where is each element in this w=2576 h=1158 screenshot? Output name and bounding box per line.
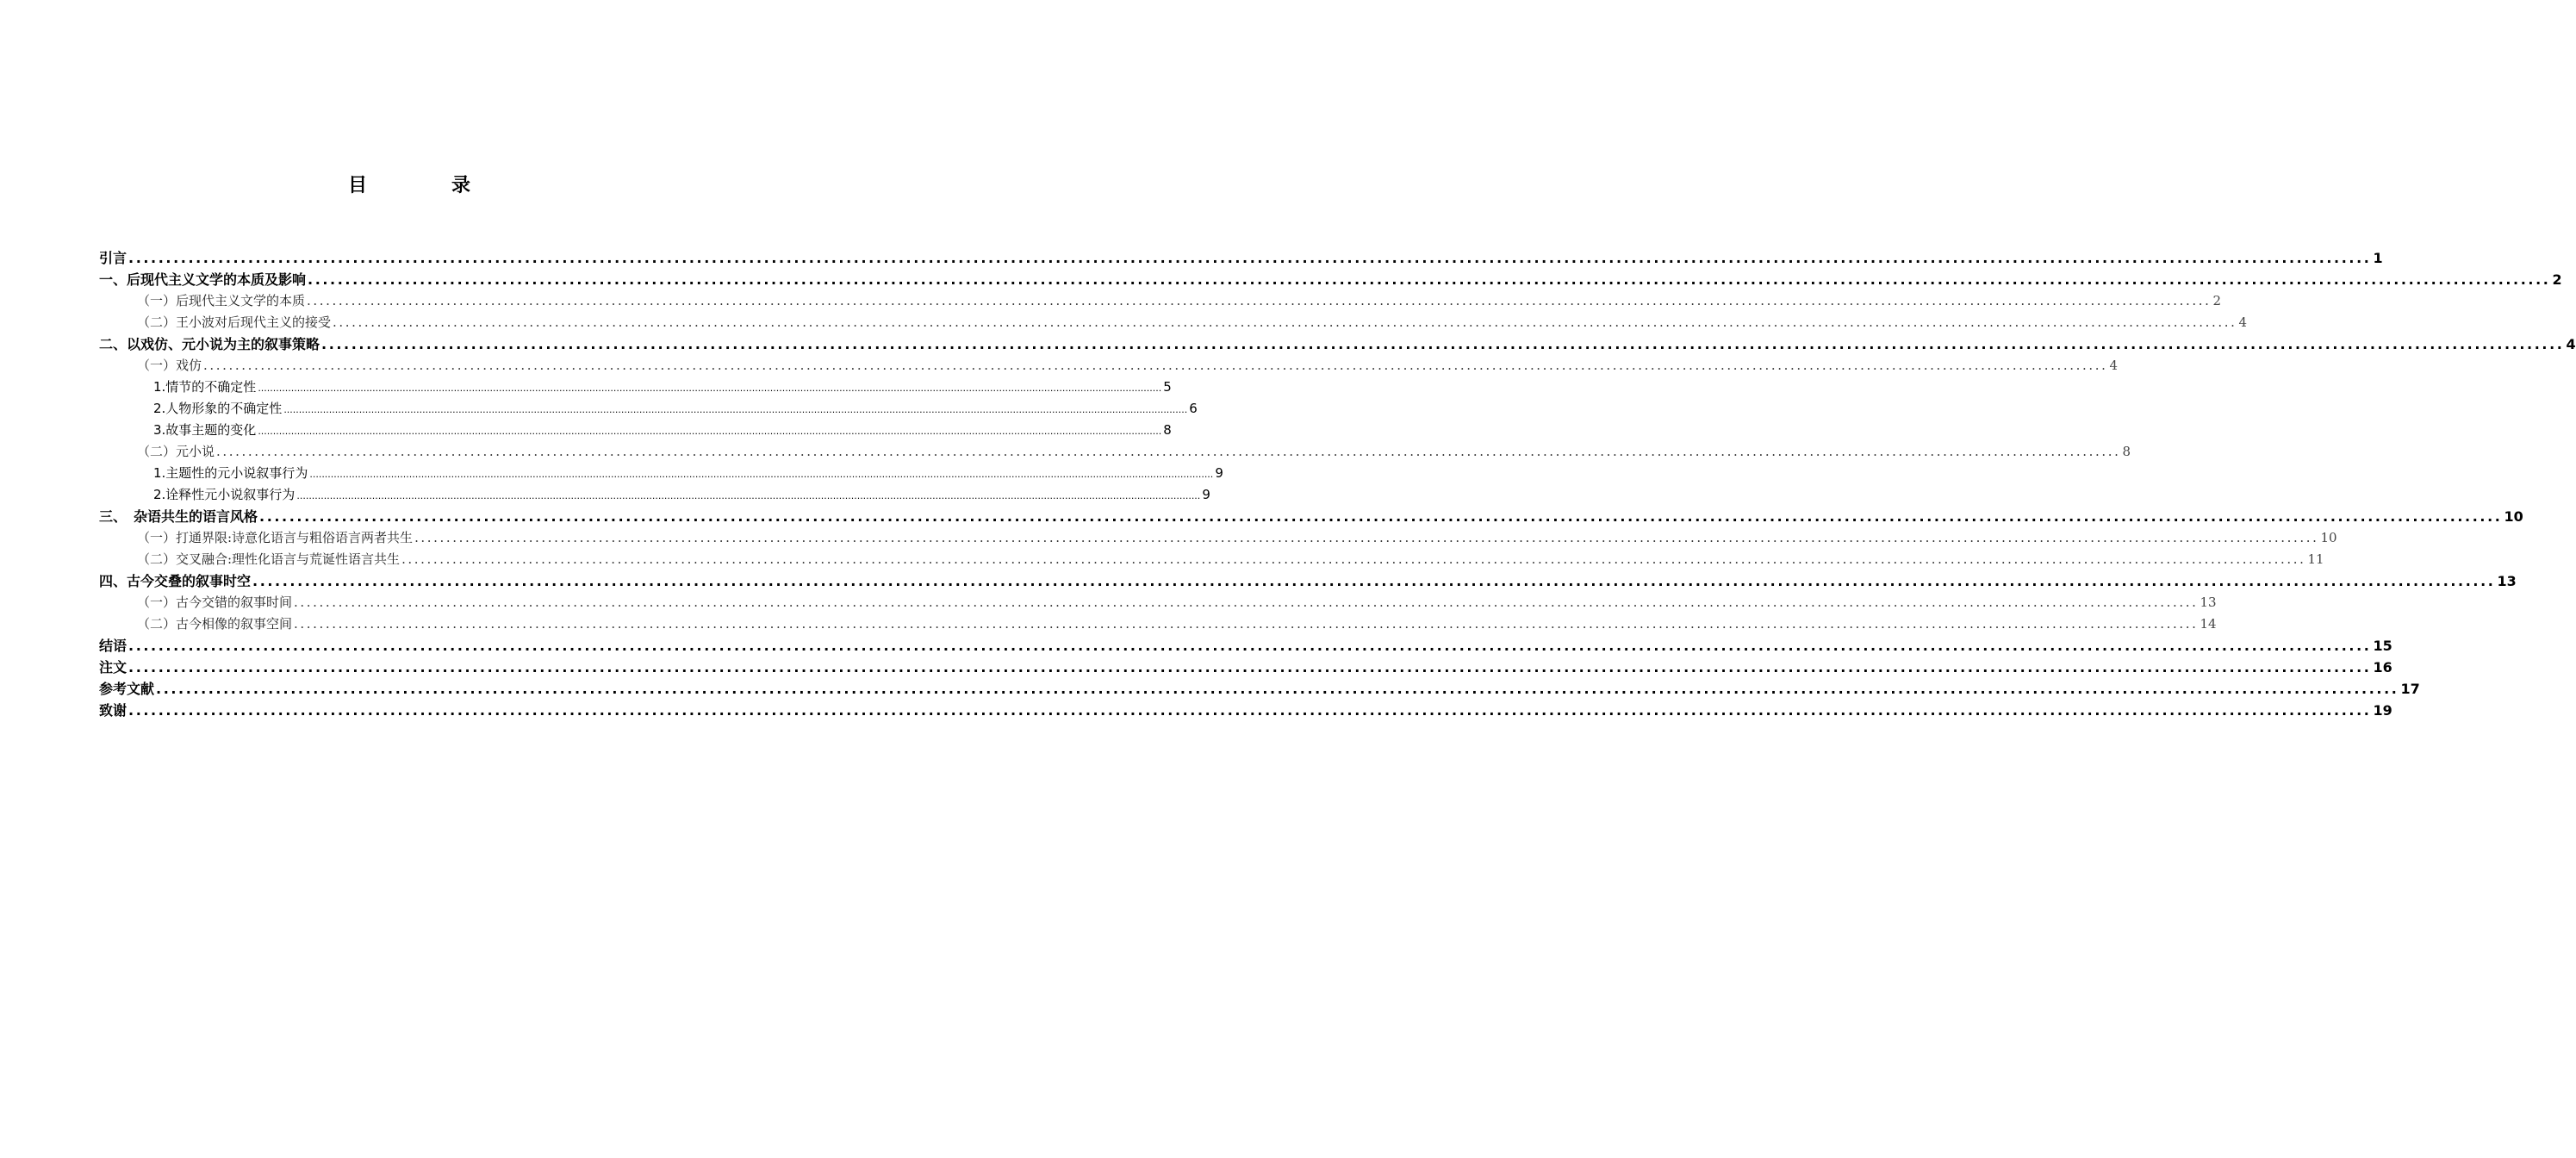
dot-leader: ............................................................................................................................................................................................................................................................................................................ [414, 530, 2319, 545]
toc-entry-page: 13 [2200, 595, 2217, 610]
toc-entry-label: 四、古今交叠的叙事时空 [99, 573, 252, 589]
dot-leader: ............................................................................................................................................................................................................................................................................................................ [307, 293, 2212, 308]
toc-entry-page: 9 [1202, 487, 1210, 502]
toc-entry-page: 10 [2320, 530, 2337, 545]
dot-leader: ............................................................................................................................................................................................................................................................................................................ [203, 358, 2108, 373]
dot-leader: ............................................................................................................................................................................................................................................................................................................ [128, 659, 2372, 676]
toc-entry-page: 19 [2373, 702, 2392, 719]
toc-entry-label: （二）王小波对后现代主义的接受 [137, 314, 332, 330]
toc-entry-page: 6 [1189, 401, 1198, 416]
toc-entry-page: 17 [2400, 681, 2420, 697]
toc-entry-label: 2.人物形象的不确定性 [153, 401, 283, 416]
toc-entry[interactable] [99, 398, 1198, 420]
dot-leader: ............................................................................................................................................................................................................................................................................................................ [296, 490, 1201, 501]
dot-leader: ............................................................................................................................................................................................................................................................................................................ [294, 616, 2199, 632]
toc-entry[interactable] [99, 355, 2118, 377]
dot-leader: ............................................................................................................................................................................................................................................................................................................ [156, 681, 2399, 697]
toc-entry-label: （一）后现代主义文学的本质 [137, 293, 306, 308]
toc-entry-page: 4 [2566, 336, 2576, 352]
toc-entry-label: 注文 [99, 659, 128, 676]
toc-entry-page: 4 [2238, 314, 2247, 330]
toc-entry-page: 5 [1163, 379, 1172, 395]
toc-entry-page: 4 [2109, 358, 2118, 373]
toc-entry-page: 13 [2497, 573, 2517, 589]
dot-leader: ............................................................................................................................................................................................................................................................................................................ [308, 271, 2551, 288]
toc-entry-label: （一）古今交错的叙事时间 [137, 595, 293, 610]
toc-entry-label: （二）元小说 [137, 444, 215, 459]
toc-entry[interactable] [99, 635, 2392, 657]
toc-entry-label: （二）交叉融合:理性化语言与荒诞性语言共生 [137, 551, 401, 567]
toc-entry[interactable] [99, 441, 2131, 463]
dot-leader: ............................................................................................................................................................................................................................................................................................................ [283, 404, 1188, 415]
toc-entry[interactable] [99, 269, 2562, 290]
toc-entry[interactable] [99, 549, 2324, 570]
toc-entry[interactable] [99, 570, 2517, 592]
toc-entry-label: 1.情节的不确定性 [153, 379, 257, 395]
toc-entry[interactable] [99, 678, 2420, 700]
dot-leader: ............................................................................................................................................................................................................................................................................................................ [128, 702, 2372, 719]
toc-entry[interactable] [99, 247, 2383, 269]
toc-entry-page: 2 [2552, 271, 2562, 288]
toc-entry-label: 引言 [99, 250, 128, 266]
dot-leader: ............................................................................................................................................................................................................................................................................................................ [259, 508, 2503, 525]
toc-entry-page: 14 [2200, 616, 2217, 632]
toc-entry[interactable] [99, 613, 2217, 635]
toc-entry[interactable] [99, 290, 2221, 312]
toc-entry-label: 二、以戏仿、元小说为主的叙事策略 [99, 336, 320, 352]
toc-entry[interactable] [99, 700, 2392, 721]
toc-entry[interactable] [99, 657, 2392, 678]
toc-entry[interactable] [99, 506, 2523, 527]
dot-leader: ............................................................................................................................................................................................................................................................................................................ [309, 469, 1214, 480]
toc-entry-label: （一）戏仿 [137, 358, 202, 373]
toc-entry-page: 16 [2373, 659, 2392, 676]
toc-entry-page: 15 [2373, 638, 2392, 654]
toc-entry-label: 结语 [99, 638, 128, 654]
toc-entry-label: 1.主题性的元小说叙事行为 [153, 465, 308, 481]
dot-leader: ............................................................................................................................................................................................................................................................................................................ [258, 426, 1162, 437]
toc-entry[interactable] [99, 312, 2247, 333]
dot-leader: ............................................................................................................................................................................................................................................................................................................ [258, 383, 1162, 394]
toc-entry-page: 11 [2307, 551, 2324, 567]
toc-entry-page: 8 [1163, 422, 1172, 438]
toc-entry[interactable] [99, 592, 2217, 613]
toc-entry[interactable] [99, 527, 2337, 549]
toc-entry-label: 一、后现代主义文学的本质及影响 [99, 271, 307, 288]
dot-leader: ............................................................................................................................................................................................................................................................................................................ [216, 444, 2121, 459]
toc-entry-page: 10 [2504, 508, 2523, 525]
toc-entry[interactable] [99, 333, 2576, 355]
toc-entry-label: 3.故事主题的变化 [153, 422, 257, 438]
toc-entry-label: （一）打通界限:诗意化语言与粗俗语言两者共生 [137, 530, 414, 545]
toc-entry-label: 致谢 [99, 702, 128, 719]
toc-entry-page: 9 [1215, 465, 1223, 481]
dot-leader: ............................................................................................................................................................................................................................................................................................................ [128, 250, 2372, 266]
dot-leader: ............................................................................................................................................................................................................................................................................................................ [401, 551, 2306, 567]
toc-entry-label: 三、 杂语共生的语言风格 [99, 508, 258, 525]
dot-leader: ............................................................................................................................................................................................................................................................................................................ [128, 638, 2372, 654]
toc-entry-label: 参考文献 [99, 681, 155, 697]
toc-entry-page: 2 [2212, 293, 2221, 308]
table-of-contents [99, 247, 2576, 721]
toc-entry[interactable] [99, 463, 1223, 484]
dot-leader: ............................................................................................................................................................................................................................................................................................................ [252, 573, 2496, 589]
toc-entry[interactable] [99, 377, 1172, 398]
toc-title: 目 录 [347, 175, 503, 196]
toc-entry[interactable] [99, 420, 1172, 441]
toc-entry-page: 8 [2122, 444, 2131, 459]
dot-leader: ............................................................................................................................................................................................................................................................................................................ [321, 336, 2565, 352]
toc-entry[interactable] [99, 484, 1210, 506]
dot-leader: ............................................................................................................................................................................................................................................................................................................ [294, 595, 2199, 610]
toc-entry-label: （二）古今相像的叙事空间 [137, 616, 293, 632]
toc-entry-page: 1 [2373, 250, 2383, 266]
toc-entry-label: 2.诠释性元小说叙事行为 [153, 487, 296, 502]
dot-leader: ............................................................................................................................................................................................................................................................................................................ [333, 314, 2237, 330]
